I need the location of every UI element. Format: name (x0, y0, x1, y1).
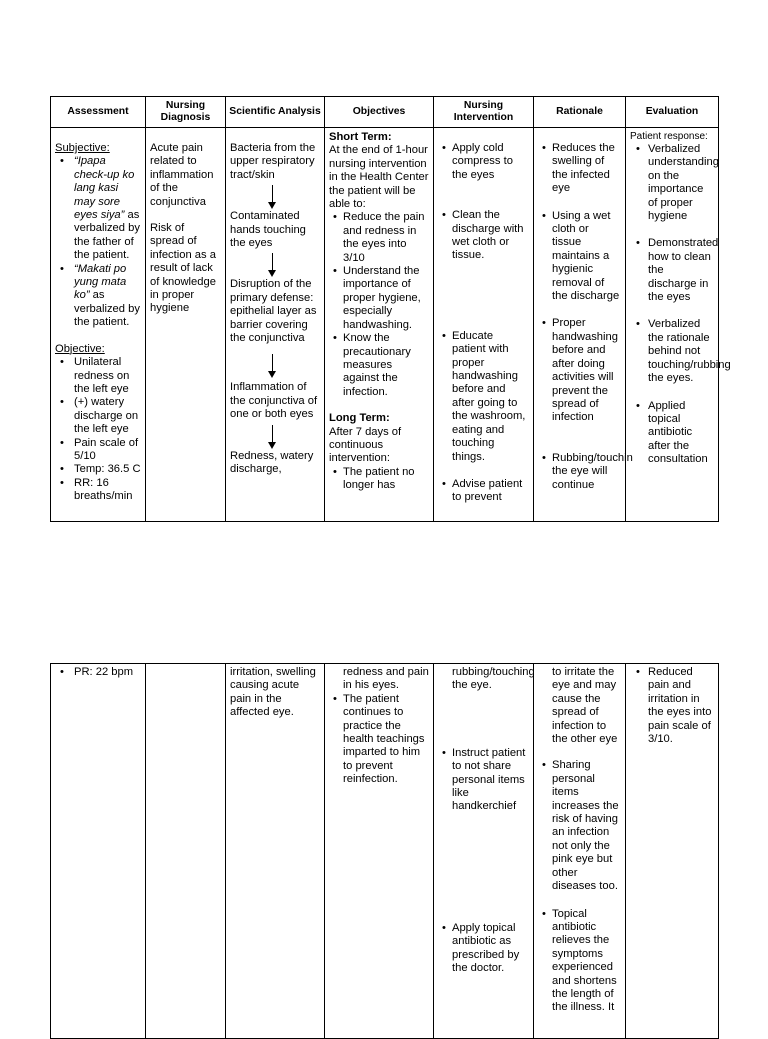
long-term-list (329, 693, 429, 787)
diagnosis-cell (146, 664, 226, 1039)
analysis-step: irritation, swelling causing acute pain in the affected eye. (230, 666, 316, 719)
list-item: • “Ipapa check-up ko lang kasi may sore eyes siya” as verbalized by the father of the patient. (74, 155, 141, 262)
list-item: • Using a wet cloth or tissue maintains a hygienic removal of the discharge (552, 210, 621, 304)
rationale-list (538, 142, 633, 492)
list-item: • Verbalized understanding on the importance of proper hygiene (648, 143, 714, 223)
list-item: • Instruct patient to not share personal items like handkerchief (452, 747, 529, 814)
list-item: • Reduce the pain and redness in the eyes into 3/10 (343, 211, 429, 265)
list-item: • The patient continues to practice the health teachings imparted to him to prevent reinfection. (343, 693, 429, 787)
assessment-cell (51, 664, 146, 1039)
header-rationale: Rationale (534, 97, 626, 128)
evaluation-list (630, 143, 731, 467)
header-nursing-intervention: Nursing Intervention (434, 97, 534, 128)
list-item: • “Makati po yung mata ko” as verbalized by the patient. (74, 263, 141, 330)
subjective-label: Subjective: (55, 142, 110, 154)
analysis-step: Redness, watery discharge, (230, 449, 314, 476)
list-item: • Educate patient with proper handwashing before and after going to the washroom, eating and touching things. (452, 330, 529, 464)
intervention-list (438, 747, 529, 976)
rationale-list (538, 759, 621, 1014)
list-item: • Understand the importance of proper hygiene, especially handwashing. (343, 265, 429, 332)
care-plan-table-continued (50, 663, 719, 1039)
evaluation-cell (626, 664, 719, 1039)
evaluation-cell (626, 128, 731, 522)
header-objectives: Objectives (325, 97, 434, 128)
arrow-down-icon (268, 422, 278, 450)
analysis-step: Disruption of the primary defense: epithelial layer as barrier covering the conjunctiva (230, 278, 317, 345)
objectives-cell (325, 128, 434, 522)
short-term-label: Short Term: (329, 131, 392, 143)
rationale-cell (534, 664, 626, 1039)
table-row (51, 128, 719, 522)
intervention-cell (434, 664, 534, 1039)
list-item: • Verbalized the rationale behind not touching/rubbing the eyes. (648, 318, 714, 385)
list-item: • Temp: 36.5 C (74, 463, 141, 476)
list-item: • Advise patient to prevent (452, 478, 529, 505)
list-item: • Proper handwashing before and after doing activities will prevent the spread of infection (552, 317, 621, 424)
arrow-down-icon (268, 182, 278, 210)
list-item: • Rubbing/touchin the eye will continue (552, 452, 621, 492)
list-item: • PR: 22 bpm (74, 666, 141, 679)
diagnosis-cell (146, 128, 226, 522)
analysis-step: Inflammation of the conjunctiva of one or both eyes (230, 381, 318, 421)
objective-list (55, 356, 141, 503)
intervention-cell (434, 128, 534, 522)
rationale-continued: to irritate the eye and may cause the spread of infection to the other eye (552, 666, 618, 746)
list-item: • Reduced pain and irritation in the eyes into pain scale of 3/10. (648, 666, 714, 746)
analysis-cell (226, 128, 325, 522)
list-item: • Topical antibiotic relieves the symptoms experienced and shortens the length of the illness. It (552, 908, 621, 1015)
list-item: • Reduces the swelling of the infected eye (552, 142, 621, 196)
table-row (51, 664, 719, 1039)
patient-response-label: Patient response: (630, 131, 708, 142)
list-item: • The patient no longer has (343, 466, 429, 493)
objective-list (55, 666, 141, 679)
analysis-cell (226, 664, 325, 1039)
list-item: • Know the precautionary measures against the infection. (343, 332, 429, 399)
list-item: • (+) watery discharge on the left eye (74, 396, 141, 436)
header-scientific-analysis: Scientific Analysis (226, 97, 325, 128)
objectives-cell (325, 664, 434, 1039)
evaluation-list (630, 666, 714, 746)
list-item: • Apply topical antibiotic as prescribed by the doctor. (452, 922, 529, 976)
analysis-step: Bacteria from the upper respiratory tract/skin (230, 142, 316, 181)
arrow-down-icon (268, 250, 278, 278)
list-item: • Sharing personal items increases the risk of having an infection not only the pink eye but other diseases too. (552, 759, 621, 893)
analysis-step: Contaminated hands touching the eyes (230, 210, 306, 250)
care-plan-table-top (50, 96, 731, 522)
header-nursing-diagnosis: Nursing Diagnosis (146, 97, 226, 128)
long-term-list (329, 466, 429, 493)
list-item: • Clean the discharge with wet cloth or tissue. (452, 209, 529, 263)
intervention-list (438, 142, 529, 505)
list-item: • Unilateral redness on the left eye (74, 356, 141, 396)
list-item: • RR: 16 breaths/min (74, 477, 141, 504)
rationale-cell (534, 128, 633, 522)
arrow-down-icon (268, 345, 278, 381)
short-term-intro: At the end of 1-hour nursing intervention in the Health Center the patient will be able to: (329, 144, 429, 211)
long-term-label: Long Term: (329, 412, 390, 425)
list-item: • Pain scale of 5/10 (74, 437, 141, 464)
header-row (51, 97, 719, 128)
list-item: • Demonstrated how to clean the discharge in the eyes (648, 237, 714, 304)
intervention-continued: rubbing/touching the eye. (452, 666, 535, 692)
header-evaluation: Evaluation (626, 97, 719, 128)
header-assessment: Assessment (51, 97, 146, 128)
objective-label: Objective: (55, 342, 105, 355)
diagnosis-acute-pain: Acute pain related to inflammation of the conjunctiva (150, 142, 214, 208)
list-item: • Applied topical antibiotic after the consultation (648, 400, 714, 467)
assessment-cell (51, 128, 146, 522)
diagnosis-risk-of-infection: Risk of spread of infection as a result of lack of knowledge in proper hygiene (150, 222, 216, 315)
short-term-list (329, 211, 429, 399)
list-item: • Apply cold compress to the eyes (452, 142, 529, 182)
objective-continued: redness and pain in his eyes. (343, 666, 429, 692)
long-term-intro: After 7 days of continuous intervention: (329, 425, 402, 465)
subjective-list (55, 155, 141, 329)
